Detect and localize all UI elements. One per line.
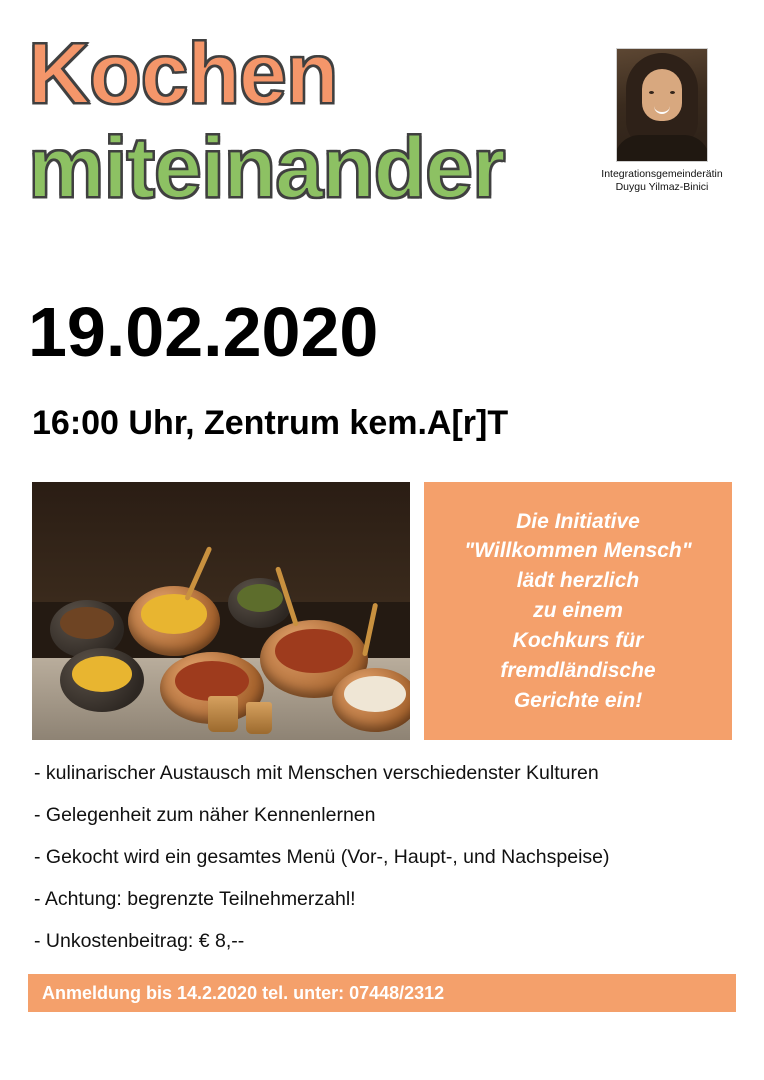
initiative-blurb [424,482,732,740]
list-item: - Gelegenheit zum näher Kennenlernen [34,804,376,826]
food-cup-2 [246,702,272,734]
event-date: 19.02.2020 [28,293,379,371]
list-item: - Unkostenbeitrag: € 8,-- [34,930,245,952]
event-time-location: 16:00 Uhr, Zentrum kem.A[r]T [32,404,509,442]
food-pot-6 [332,668,410,732]
list-item: - kulinarischer Austausch mit Menschen verschiedenster Kulturen [34,762,599,784]
portrait-caption-role: Integrationsgemeinderätin [601,168,723,180]
food-ladle-3 [362,603,378,657]
blurb-line-7: Gerichte ein! [513,688,643,712]
blurb-line-4: zu einem [533,599,623,623]
blurb-line-6: fremdländische [500,658,656,682]
food-curry-2 [141,594,207,633]
portrait-caption-name: Duygu Yilmaz-Binici [615,181,709,194]
portrait-shoulders [616,135,708,161]
food-curry-4 [175,661,250,701]
food-pot-3 [60,648,144,712]
poster-headline [28,26,628,216]
details-list [34,762,734,972]
food-curry-6 [344,676,406,712]
food-cup-1 [208,696,238,732]
food-curry-5 [275,629,353,673]
food-pot-2 [128,586,220,656]
food-curry-7 [237,584,283,612]
headline-line-2: miteinander [28,119,505,216]
blurb-line-5: Kochkurs für [512,628,644,652]
portrait-eye-right [670,91,675,94]
portrait-caption [592,168,732,194]
registration-footer: Anmeldung bis 14.2.2020 tel. unter: 07448/2312 [28,974,736,1012]
headline-line-1: Kochen [28,26,338,122]
portrait-eye-left [649,91,654,94]
food-curry-3 [72,656,132,692]
blurb-line-1: Die Initiative [516,509,640,533]
list-item: - Achtung: begrenzte Teilnehmerzahl! [34,888,356,910]
portrait-photo [616,48,708,162]
portrait-block [592,48,732,194]
food-photo-background [32,482,410,602]
blurb-line-3: lädt herzlich [516,569,640,593]
list-item: - Gekocht wird ein gesamtes Menü (Vor-, Haupt-, und Nachspeise) [34,846,610,868]
blurb-line-2: "Willkommen Mensch" [464,539,692,563]
food-photo [32,482,410,740]
food-curry-1 [60,607,113,639]
